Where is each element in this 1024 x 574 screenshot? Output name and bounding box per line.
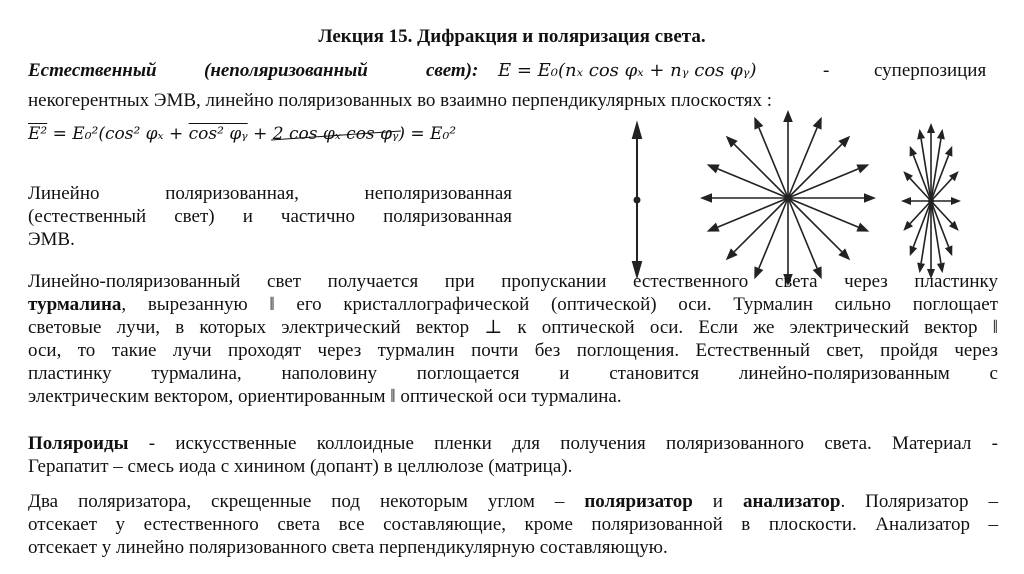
paragraph-line: пластинку турмалина, наполовину поглощается и становится линейно-поляризованным с	[28, 363, 998, 384]
ray-arrow	[726, 136, 788, 198]
ray-arrow	[788, 136, 850, 198]
ray-arrow	[931, 201, 952, 256]
analyzer-term: анализатор	[742, 491, 841, 512]
crossed-out-term: 2 cos φₓ cos φᵧ	[272, 124, 399, 144]
linear-polarization-diagram	[622, 120, 652, 280]
polarizer-term: поляризатор	[584, 491, 693, 512]
ray-arrow	[910, 146, 931, 201]
natural-light-row	[28, 60, 986, 86]
paragraph-text: и	[692, 491, 743, 512]
paragraph-line: Линейно-поляризованный свет получается при пропускании естественного света через пластинку	[28, 271, 998, 292]
ray-arrow	[783, 110, 793, 198]
paragraph-line: световые лучи, в которых электрический вектор ⊥ к оптической оси. Если же электрический вектор ‖	[28, 317, 998, 338]
caption-line: ЭМВ.	[28, 229, 75, 250]
ray-arrow	[917, 201, 931, 273]
ray-arrow	[931, 146, 952, 201]
ray-arrow	[910, 201, 931, 256]
polaroids-paragraph	[28, 432, 998, 478]
ray-arrow	[788, 193, 876, 203]
caption-line: Линейно поляризованная, неполяризованная	[28, 183, 512, 204]
polaroids-term: Поляроиды	[28, 433, 129, 454]
paragraph-text: . Поляризатор –	[840, 491, 999, 512]
ray-arrow	[931, 201, 945, 273]
paragraph-line	[28, 293, 998, 316]
formula-part: = E₀²(cos² φₓ +	[47, 124, 189, 144]
formula-plus: +	[247, 124, 273, 144]
light-term: свет):	[426, 60, 479, 81]
tourmaline-term: турмалина	[28, 294, 122, 315]
dash: -	[823, 60, 830, 81]
ray-arrow	[788, 198, 850, 260]
ray-arrow	[931, 197, 961, 205]
mean-square-formula	[28, 124, 456, 144]
ray-arrow	[927, 123, 935, 201]
superposition-word: суперпозиция	[874, 60, 987, 81]
ray-arrow	[927, 201, 935, 279]
caption-line: (естественный свет) и частично поляризованная	[28, 206, 512, 227]
paragraph-text: Два поляризатора, скрещенные под некоторым углом –	[28, 491, 585, 512]
paragraph-text: , вырезанную ‖ его кристаллографической (оптической) оси. Турмалин сильно поглощает	[121, 294, 998, 315]
paragraph-line: отсекает у естественного света все составляющие, кроме поляризованной в плоскости. Анализатор –	[28, 514, 998, 535]
mean-square-lhs: E²	[28, 124, 48, 144]
formula-rhs: ) = E₀²	[398, 124, 457, 144]
page-title: Лекция 15. Дифракция и поляризация света.	[318, 26, 706, 47]
paragraph-line: Герапатит – смесь иода с хинином (допант) в целлюлозе (матрица).	[28, 456, 573, 477]
natural-term: Естественный	[28, 60, 157, 81]
paragraph-line: оси, то такие лучи проходят через турмалин почти без поглощения. Естественный свет, пройдя через	[28, 340, 998, 361]
unpolarized-term: (неполяризованный	[204, 60, 368, 81]
cos-y-term: cos² φᵧ	[188, 124, 248, 144]
ray-arrow	[917, 129, 931, 201]
ray-arrow	[726, 198, 788, 260]
paragraph-line	[28, 490, 998, 513]
field-superposition-formula: E = E₀(nₓ cos φₓ + nᵧ cos φᵧ)	[498, 60, 757, 81]
ray-arrow	[931, 129, 945, 201]
natural-light-diagram	[693, 103, 883, 293]
center-point	[928, 198, 934, 204]
natural-light-definition: некогерентных ЭМВ, линейно поляризованных во взаимно перпендикулярных плоскостях :	[28, 90, 772, 111]
paragraph-line: электрическим вектором, ориентированным ‖ оптической оси турмалина.	[28, 386, 622, 407]
paragraph-line: отсекает у линейно поляризованного света перпендикулярную составляющую.	[28, 537, 668, 558]
ray-arrow	[901, 197, 931, 205]
figure-caption	[28, 182, 512, 251]
ray-arrow	[700, 193, 788, 203]
partial-polarization-diagram	[886, 116, 976, 286]
center-point	[785, 195, 791, 201]
paragraph-text: - искусственные коллоидные пленки для получения поляризованного света. Материал -	[128, 433, 998, 454]
paragraph-line	[28, 432, 998, 455]
tourmaline-paragraph	[28, 270, 998, 408]
polarizers-paragraph	[28, 490, 998, 559]
